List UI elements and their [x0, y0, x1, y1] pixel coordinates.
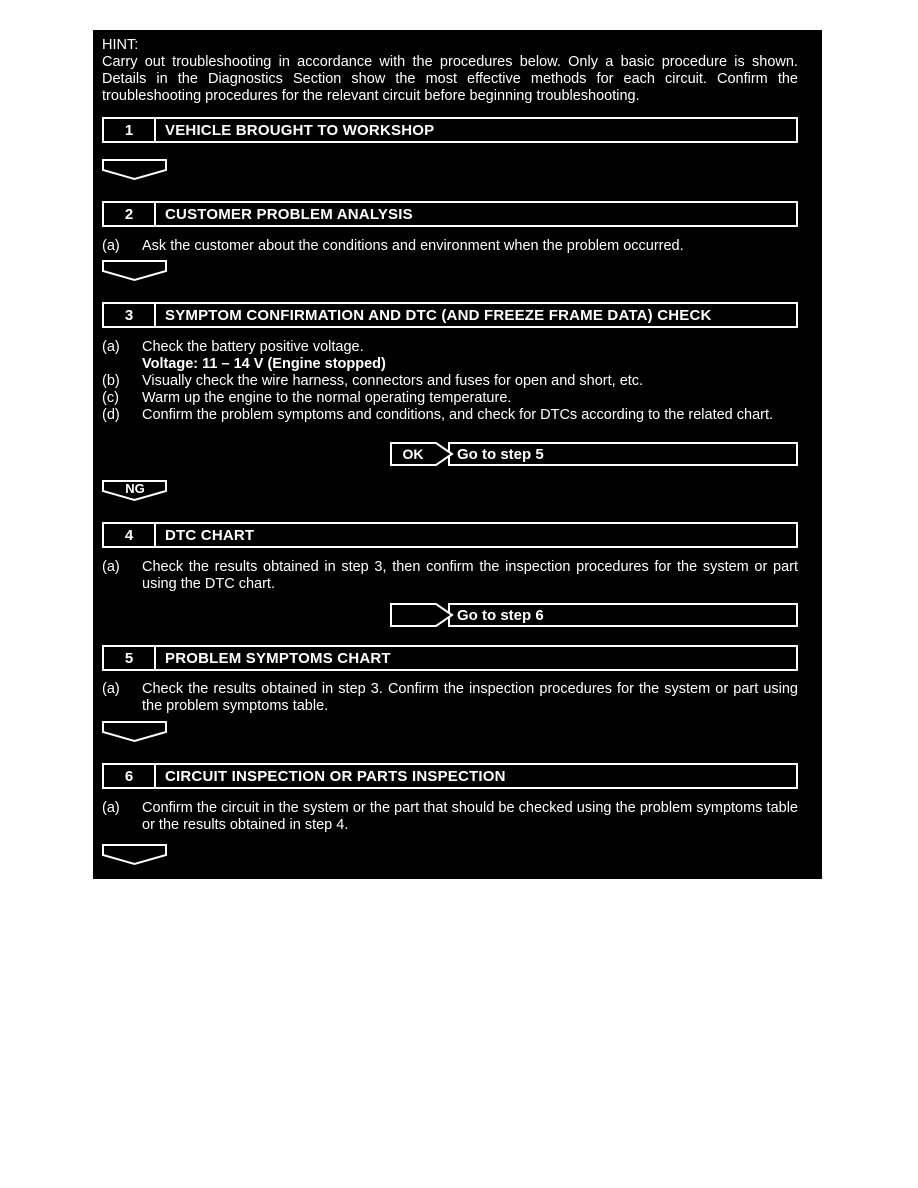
step-4-header — [102, 522, 798, 548]
item-label: (c) — [102, 390, 119, 406]
goto-step-5-box: Go to step 5 — [448, 442, 798, 466]
step-number: 3 — [104, 304, 156, 326]
item-label: (a) — [102, 681, 120, 697]
decision-row-ok — [390, 442, 798, 466]
item-text: Visually check the wire harness, connectors and fuses for open and short, etc. — [142, 373, 644, 389]
instruction-item — [102, 238, 798, 255]
item-text: Check the results obtained in step 3. Confirm the inspection procedures for the system or part using the problem symptoms table. — [142, 681, 798, 714]
step-3-header — [102, 302, 798, 328]
ng-connector — [102, 480, 168, 502]
step-number: 1 — [104, 119, 156, 141]
item-label: (a) — [102, 238, 120, 254]
instruction-item — [102, 800, 798, 834]
step-6-header — [102, 763, 798, 789]
intro-text: Carry out troubleshooting in accordance with the procedures below. Only a basic procedure is shown. Details in the Diagnostics Section show the most effective methods for each circuit. Confirm the troubleshooting procedures for the relevant circuit before beginning troubleshooting. — [102, 54, 798, 104]
instruction-item — [102, 407, 798, 424]
item-text: Warm up the engine to the normal operating temperature. — [142, 390, 512, 406]
step-5-header — [102, 645, 798, 671]
item-text — [142, 339, 798, 373]
item-text-line: Check the battery positive voltage. — [142, 339, 364, 355]
down-connector — [102, 260, 168, 282]
step-1-header — [102, 117, 798, 143]
down-connector-icon — [102, 260, 168, 282]
step-title: CIRCUIT INSPECTION OR PARTS INSPECTION — [165, 767, 506, 785]
step-title: SYMPTOM CONFIRMATION AND DTC (AND FREEZE FRAME DATA) CHECK — [165, 306, 712, 324]
step-number: 6 — [104, 765, 156, 787]
step-number: 4 — [104, 524, 156, 546]
troubleshooting-panel — [93, 30, 822, 879]
down-connector-icon — [102, 844, 168, 866]
item-label: (a) — [102, 339, 120, 355]
item-text: Ask the customer about the conditions and environment when the problem occurred. — [142, 238, 684, 254]
step-title: PROBLEM SYMPTOMS CHART — [165, 649, 391, 667]
instruction-item — [102, 339, 798, 373]
goto-step-6-box: Go to step 6 — [448, 603, 798, 627]
down-connector — [102, 159, 168, 181]
hint-label: HINT: — [102, 37, 139, 53]
item-text: Confirm the problem symptoms and conditions, and check for DTCs according to the related chart. — [142, 407, 774, 423]
item-label: (d) — [102, 407, 120, 423]
item-text: Check the results obtained in step 3, then confirm the inspection procedures for the system or part using the DTC chart. — [142, 559, 798, 592]
voltage-note: Voltage: 11 – 14 V (Engine stopped) — [142, 356, 386, 372]
item-label: (a) — [102, 800, 120, 816]
step-2-header — [102, 201, 798, 227]
instruction-item — [102, 390, 798, 407]
step-number: 5 — [104, 647, 156, 669]
down-connector-icon — [102, 159, 168, 181]
ok-arrow-label: OK — [402, 446, 424, 462]
item-text: Confirm the circuit in the system or the part that should be checked using the problem symptoms table or the results obtained in step 4. — [142, 800, 798, 833]
instruction-item — [102, 681, 798, 715]
ok-arrow — [390, 442, 454, 466]
step-title: VEHICLE BROUGHT TO WORKSHOP — [165, 121, 435, 139]
ng-connector-label: NG — [125, 481, 145, 496]
decision-row-plain — [390, 603, 798, 627]
down-connector-icon — [102, 721, 168, 743]
item-label: (a) — [102, 559, 120, 575]
down-connector — [102, 721, 168, 743]
item-label: (b) — [102, 373, 120, 389]
down-connector — [102, 844, 168, 866]
plain-arrow-label — [390, 603, 436, 627]
step-title: CUSTOMER PROBLEM ANALYSIS — [165, 205, 413, 223]
plain-arrow — [390, 603, 454, 627]
step-title: DTC CHART — [165, 526, 255, 544]
instruction-item — [102, 559, 798, 593]
step-number: 2 — [104, 203, 156, 225]
instruction-item — [102, 373, 798, 390]
